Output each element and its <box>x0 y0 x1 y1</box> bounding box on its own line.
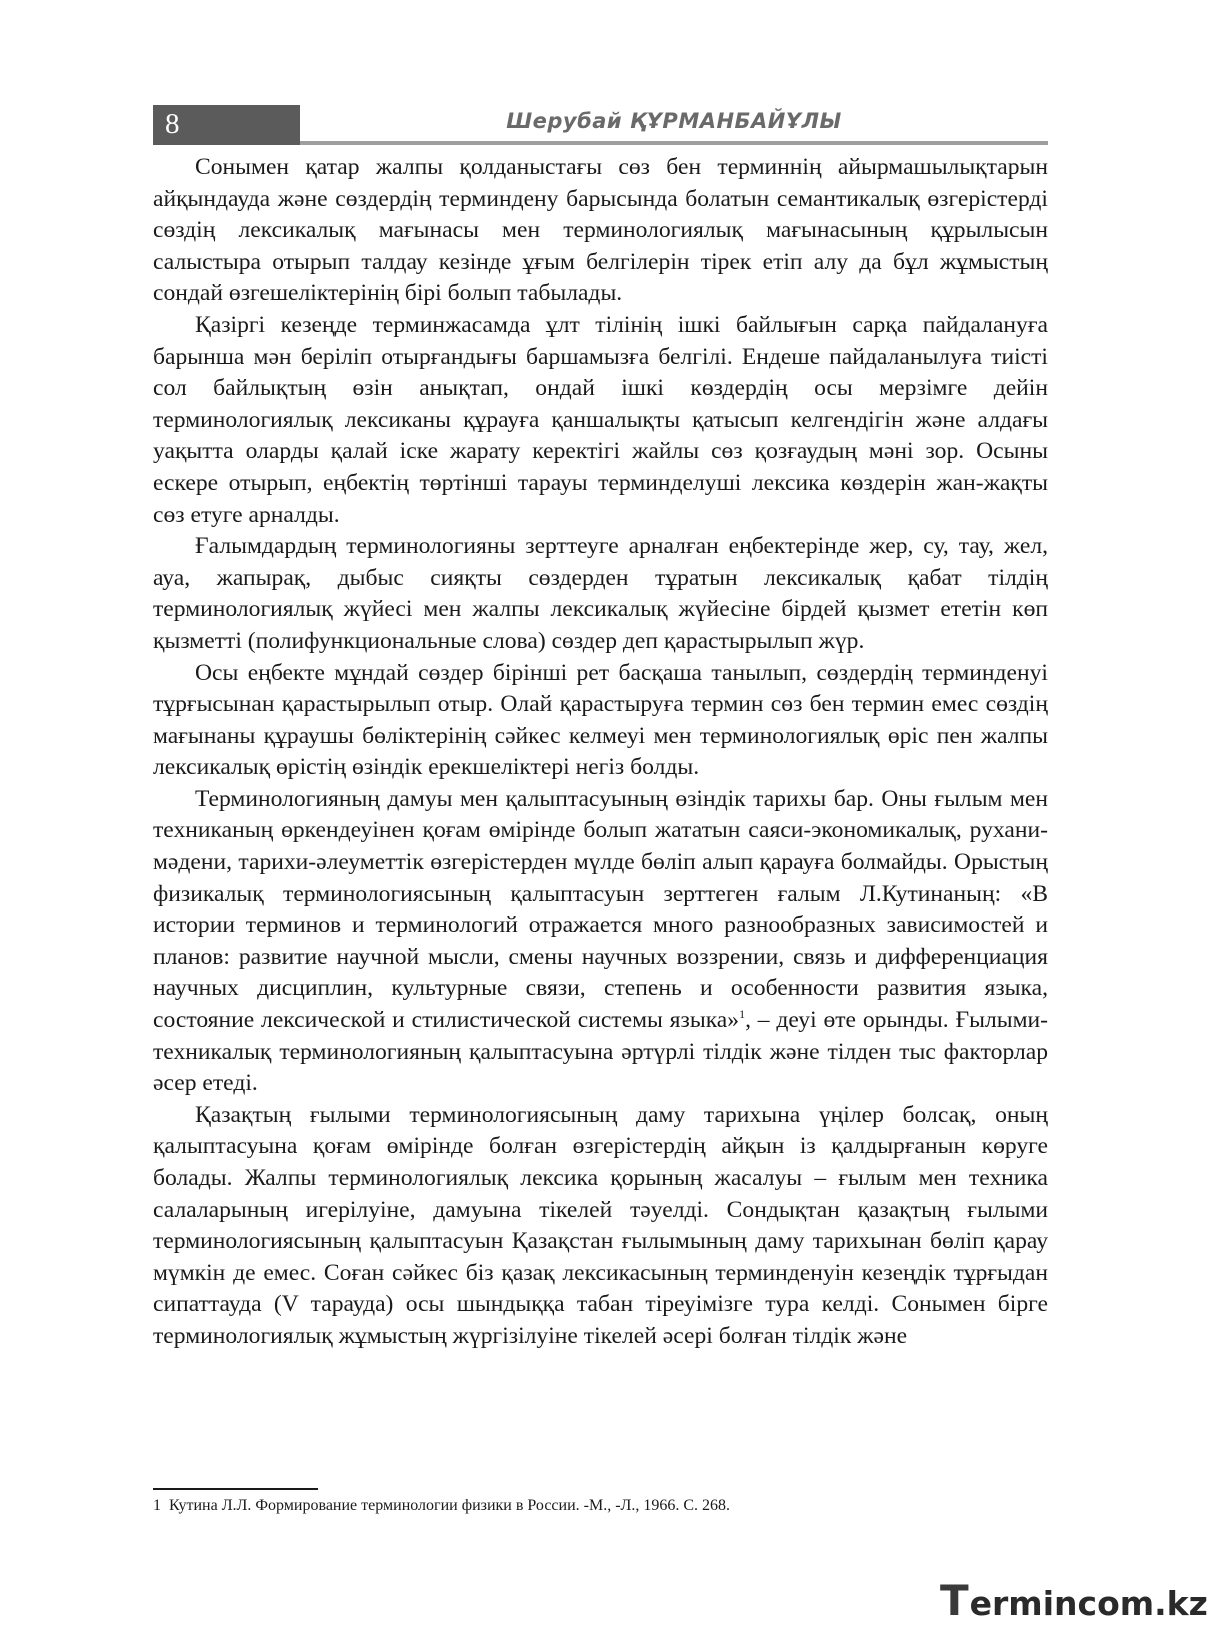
logo-initial: T <box>940 1576 969 1625</box>
paragraph-5-text-continued: , – деуі өте орынды. Ғылыми-техникалық терминологияның қалыптасуына әртүрлі тілдік және тілден тыс факторлар әсер етеді. <box>153 1007 1048 1097</box>
page-header <box>153 105 1048 145</box>
footnote-text: Кутина Л.Л. Формирование терминологии физики в России. -М., -Л., 1966. С. 268. <box>169 1497 731 1514</box>
running-header-author: Шерубай ҚҰРМАНБАЙҰЛЫ <box>506 109 842 133</box>
paragraph-5 <box>153 784 1048 1100</box>
paragraph-5-text: Терминологияның дамуы мен қалыптасуының өзіндік тарихы бар. Оны ғылым мен техниканың өркендеуінен қоғам өмірінде болып жататын саяси-экономикалық, рухани-мәдени, тарихи-әлеуметтік өзгерістерден мүлде бөліп алып қарауға болмайды. Орыстың физикалық терминологиясының қалыптасуын зерттеген ғалым Л.Кутинаның: «В истории терминов и терминологий отражается много разнообразных зависимостей и планов: развитие научной мысли, смены научных воззрении, связь и дифференциация научных дисциплин, культурные связи, степень и особенности развития языка, состояние лексической и стилистической системы языка» <box>153 785 1048 1034</box>
footnote-reference: 1 <box>739 1007 746 1022</box>
paragraph-4: Осы еңбекте мұндай сөздер бірінші рет басқаша танылып, сөздердің терминденуі тұрғысынан қарастырылып отыр. Олай қарастыруға термин сөз бен термин емес сөздің мағынаны құраушы бөліктерінің сәйкес келмеуі мен терминологиялық өріс пен жалпы лексикалық өрістің өзіндік ерекшеліктері негіз болды. <box>153 659 1048 781</box>
logo-text: ermincom.kz <box>969 1584 1208 1623</box>
paragraph-6: Қазақтың ғылыми терминологиясының даму тарихына үңілер болсақ, оның қалыптасуына қоғам өмірінде болған өзгерістердің айқын із қалдырғанын көруге болады. Жалпы терминологиялық лексика қорының жасалуы – ғылым мен техника салаларының игерілуіне, дамуына тікелей тәуелді. Сондықтан қазақтың ғылыми терминологиясының қалыптасуын Қазақстан ғылымының даму тарихынан бөліп қарау мүмкін де емес. Соған сәйкес біз қазақ лексикасының терминденуін кезеңдік тұрғыдан сипаттауда (V тарауда) осы шындыққа табан тіреуімізге тура келді. Сонымен бірге терминологиялық жұмыстың жүргізілуіне тікелей әсері болған тілдік және <box>153 1101 1048 1349</box>
page-number: 8 <box>165 108 180 140</box>
footnote-number: 1 <box>153 1497 161 1514</box>
paragraph-3: Ғалымдардың терминологияны зерттеуге арналған еңбектерінде жер, су, тау, жел, ауа, жапырақ, дыбыс сияқты сөздерден тұратын лексикалық қабат тілдің терминологиялық жүйесі мен жалпы лексикалық жүйесіне бірдей қызмет ететін көп қызметті (полифункциональные слова) сөздер деп қарастырылып жүр. <box>153 533 1048 654</box>
header-rule <box>300 141 1048 145</box>
page-number-box <box>153 105 300 145</box>
watermark-logo <box>940 1576 1208 1625</box>
paragraph-2: Қазіргі кезеңде терминжасамда ұлт тілінің ішкі байлығын сарқа пайдалануға барынша мән беріліп отырғандығы баршамызға белгілі. Ендеше пайдаланылуға тиісті сол байлықтың өзін анықтап, ондай ішкі көздердің осы мерзімге дейін терминологиялық лексиканы құрауға қаншалықты қатысып келгендігін және алдағы уақытта оларды қалай іске жарату керектігі жайлы сөз қозғаудың мәні зор. Осыны ескере отырып, еңбектің төртінші тарауы терминделуші лексика көздерін жан-жақты сөз етуге арналды. <box>153 311 1048 528</box>
body-text <box>153 152 1048 1353</box>
paragraph-1: Сонымен қатар жалпы қолданыстағы сөз бен терминнің айырмашылықтарын айқындауда және сөздердің терминдену барысында болатын семантикалық өзгерістерді сөздің лексикалық мағынасы мен терминологиялық мағынасының құрылысын салыстыра отырып талдау кезінде ұғым белгілерін тірек етіп алу да бұл жұмыстың сондай өзгешеліктерінің бірі болып табылады. <box>153 154 1048 307</box>
footnote-rule <box>153 1488 318 1490</box>
footnote <box>153 1496 1048 1516</box>
